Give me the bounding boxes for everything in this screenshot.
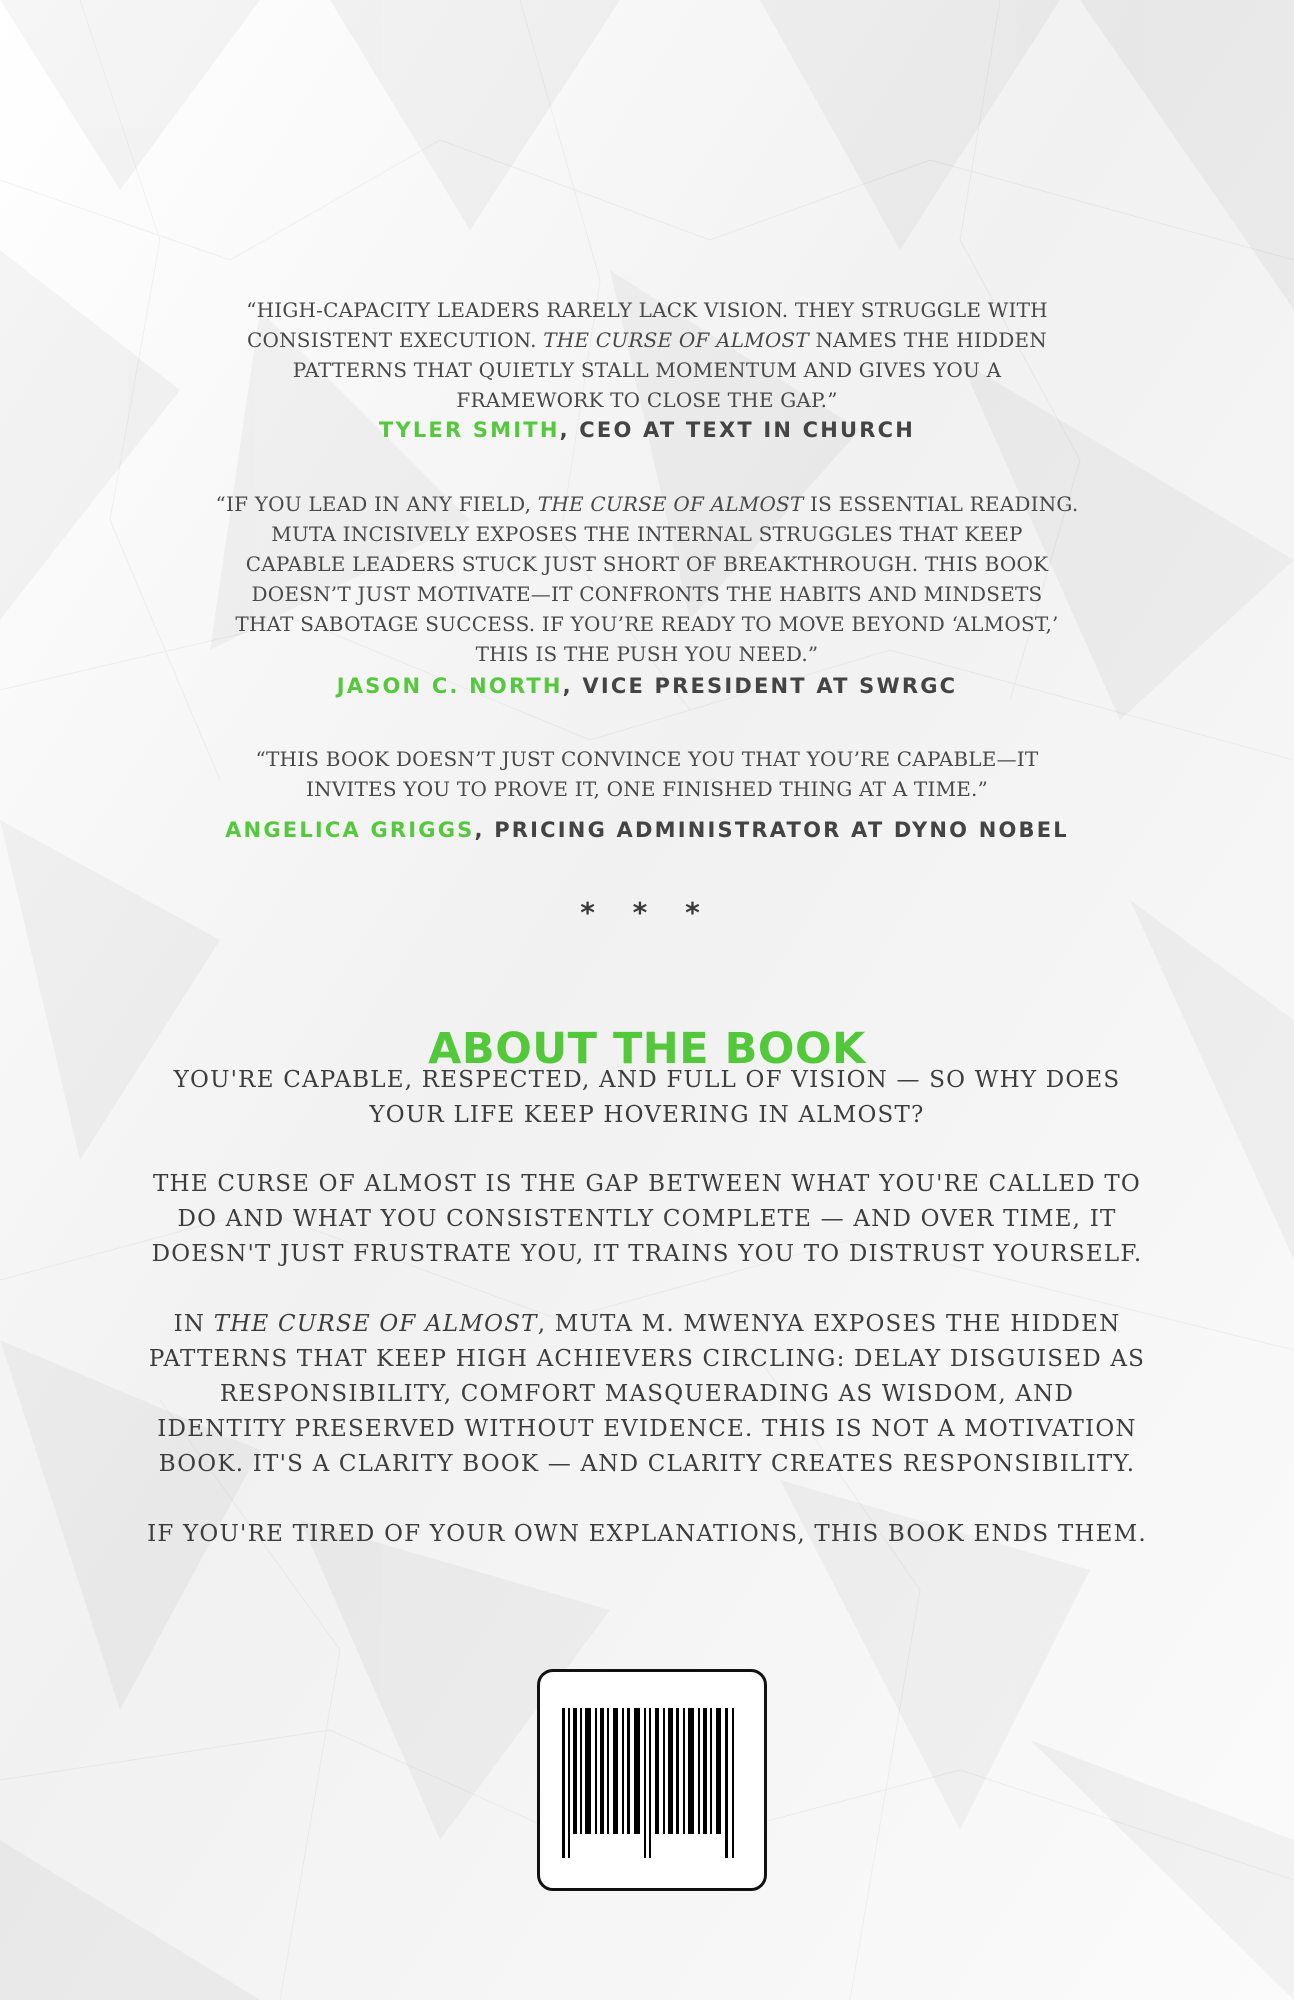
book-title-italic: THE CURSE OF ALMOST: [543, 328, 809, 352]
paragraph-line: YOU'RE CAPABLE, RESPECTED, AND FULL OF VISION — SO WHY DOES: [173, 1067, 1121, 1093]
quote-line-suffix: IS ESSENTIAL READING.: [803, 492, 1079, 516]
quote-line: THIS IS THE PUSH YOU NEED.”: [475, 642, 819, 666]
quote-line: DOESN’T JUST MOTIVATE—IT CONFRONTS THE HABITS AND MINDSETS: [251, 582, 1043, 606]
about-paragraph: [147, 1517, 1147, 1552]
testimonial-name: ANGELICA GRIGGS: [225, 818, 475, 842]
testimonial-role: , PRICING ADMINISTRATOR AT DYNO NOBEL: [474, 818, 1069, 842]
testimonial-quote: [147, 489, 1147, 669]
quote-line: THAT SABOTAGE SUCCESS. IF YOU’RE READY TO MOVE BEYOND ‘ALMOST,’: [235, 612, 1059, 636]
quote-line-prefix: CONSISTENT EXECUTION.: [247, 328, 544, 352]
paragraph-line: YOUR LIFE KEEP HOVERING IN ALMOST?: [369, 1102, 925, 1128]
testimonial-role: , CEO AT TEXT IN CHURCH: [559, 418, 916, 442]
about-section-title: ABOUT THE BOOK: [428, 1023, 866, 1074]
testimonial-attribution: [147, 671, 1147, 701]
testimonial-attribution: [147, 415, 1147, 445]
paragraph-line: RESPONSIBILITY, COMFORT MASQUERADING AS WISDOM, AND: [219, 1381, 1075, 1407]
about-paragraph: [147, 1167, 1147, 1272]
paragraph-line-prefix: IN: [173, 1311, 214, 1337]
quote-line-suffix: NAMES THE HIDDEN: [808, 328, 1047, 352]
barcode-icon: [552, 1696, 752, 1868]
paragraph-line: THE CURSE OF ALMOST IS THE GAP BETWEEN WHAT YOU'RE CALLED TO: [153, 1171, 1141, 1197]
quote-line: CAPABLE LEADERS STUCK JUST SHORT OF BREAKTHROUGH. THIS BOOK: [245, 552, 1049, 576]
book-title-italic: THE CURSE OF ALMOST: [213, 1311, 538, 1337]
paragraph-line: DO AND WHAT YOU CONSISTENTLY COMPLETE — AND OVER TIME, IT: [177, 1206, 1117, 1232]
quote-line: INVITES YOU TO PROVE IT, ONE FINISHED THING AT A TIME.”: [305, 777, 989, 801]
quote-line: FRAMEWORK TO CLOSE THE GAP.”: [456, 388, 838, 412]
quote-line: “HIGH-CAPACITY LEADERS RARELY LACK VISION. THEY STRUGGLE WITH: [246, 298, 1048, 322]
testimonial-quote: [147, 295, 1147, 415]
about-paragraph: [147, 1307, 1147, 1482]
quote-line: MUTA INCISIVELY EXPOSES THE INTERNAL STRUGGLES THAT KEEP: [271, 522, 1023, 546]
testimonial-name: JASON C. NORTH: [336, 674, 563, 698]
quote-line-prefix: “IF YOU LEAD IN ANY FIELD,: [215, 492, 538, 516]
testimonial-name: TYLER SMITH: [378, 418, 560, 442]
testimonial-role: , VICE PRESIDENT AT SWRGC: [562, 674, 958, 698]
barcode-box: [537, 1669, 767, 1891]
section-separator: * * *: [580, 896, 714, 929]
paragraph-line-suffix: , MUTA M. MWENYA EXPOSES THE HIDDEN: [537, 1311, 1121, 1337]
paragraph-line: IF YOU'RE TIRED OF YOUR OWN EXPLANATIONS, THIS BOOK ENDS THEM.: [147, 1521, 1147, 1547]
paragraph-line: BOOK. IT'S A CLARITY BOOK — AND CLARITY CREATES RESPONSIBILITY.: [158, 1451, 1136, 1477]
about-paragraph: [147, 1063, 1147, 1133]
quote-line: PATTERNS THAT QUIETLY STALL MOMENTUM AND GIVES YOU A: [292, 358, 1002, 382]
testimonial-quote: [147, 744, 1147, 804]
paragraph-line: IDENTITY PRESERVED WITHOUT EVIDENCE. THIS IS NOT A MOTIVATION: [157, 1416, 1137, 1442]
paragraph-line: PATTERNS THAT KEEP HIGH ACHIEVERS CIRCLING: DELAY DISGUISED AS: [148, 1346, 1146, 1372]
book-title-italic: THE CURSE OF ALMOST: [537, 492, 804, 516]
paragraph-line: DOESN'T JUST FRUSTRATE YOU, IT TRAINS YOU TO DISTRUST YOURSELF.: [151, 1241, 1143, 1267]
testimonial-attribution: [147, 815, 1147, 845]
quote-line: “THIS BOOK DOESN’T JUST CONVINCE YOU THAT YOU’RE CAPABLE—IT: [255, 747, 1039, 771]
